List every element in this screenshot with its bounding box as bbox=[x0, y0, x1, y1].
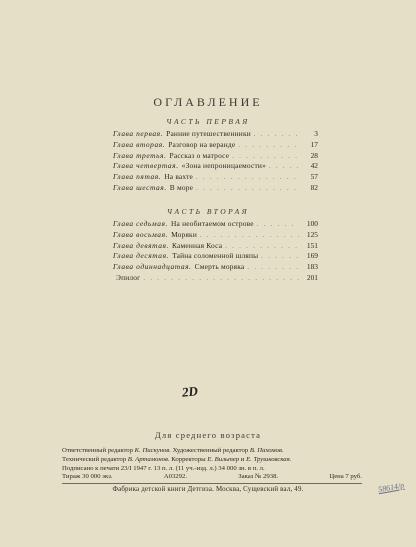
chapter-number: Глава вторая. bbox=[113, 139, 166, 149]
part-two-chapter-list bbox=[113, 219, 318, 284]
page-number: 17 bbox=[310, 139, 318, 149]
page-number: 57 bbox=[310, 172, 318, 182]
toc-row bbox=[113, 262, 318, 273]
leader-dots bbox=[269, 162, 299, 173]
leader-dots bbox=[257, 220, 299, 231]
chapter-number: Глава первая. bbox=[113, 129, 164, 138]
page-number: 100 bbox=[306, 219, 318, 228]
imprint-text: и bbox=[239, 455, 247, 463]
leader-dots bbox=[254, 130, 299, 141]
pencil-inventory-note: 58614/р bbox=[377, 480, 405, 495]
toc-row bbox=[113, 151, 318, 162]
chapter-number: Глава пятая. bbox=[113, 172, 162, 182]
chapter-name: На необитаемом острове bbox=[171, 219, 254, 228]
toc-row bbox=[113, 140, 318, 151]
page-number: 42 bbox=[310, 161, 318, 171]
art-editor-name: В. Пахомов. bbox=[249, 447, 284, 454]
toc-row bbox=[113, 183, 318, 194]
imprint-text: Корректоры bbox=[169, 455, 208, 463]
tech-editor-name: В. Артамонов. bbox=[127, 455, 170, 463]
leader-dots bbox=[261, 252, 299, 263]
toc-row bbox=[113, 230, 318, 241]
chapter-name: На вахте bbox=[164, 172, 194, 182]
imprint-text: Ответственный редактор bbox=[62, 447, 135, 454]
toc-row bbox=[113, 219, 318, 230]
leader-dots bbox=[143, 274, 299, 285]
epilogue-name: Эпилог bbox=[116, 272, 141, 282]
leader-dots bbox=[247, 263, 299, 274]
leader-dots bbox=[238, 141, 299, 152]
proofreader-name: Е. Вильтер bbox=[207, 455, 240, 463]
page-number: 201 bbox=[306, 272, 318, 282]
editor-name: К. Пискунов. bbox=[134, 447, 171, 454]
toc-row bbox=[113, 129, 318, 140]
page-number: 183 bbox=[306, 262, 318, 272]
chapter-name: Тайна соломенной шляпы bbox=[172, 251, 259, 261]
chapter-name: «Зона непроницаемости» bbox=[181, 161, 266, 171]
toc-row bbox=[113, 241, 318, 252]
toc-row bbox=[113, 172, 318, 183]
chapter-name: Смерть моряка bbox=[194, 262, 245, 272]
chapter-name: В море bbox=[169, 182, 194, 192]
page-number: 151 bbox=[306, 240, 318, 250]
part-one-chapter-list bbox=[113, 129, 318, 194]
chapter-number: Глава восьмая. bbox=[113, 229, 169, 239]
chapter-name: Каменная Коса bbox=[171, 240, 223, 250]
chapter-number: Глава десятая. bbox=[113, 251, 170, 261]
divider-rule bbox=[62, 483, 362, 484]
chapter-name: Рассказ о матросе bbox=[169, 150, 230, 160]
imprint-text: Технический редактор bbox=[62, 455, 128, 463]
price: Цена 7 руб. bbox=[329, 473, 362, 481]
chapter-name: Разговор на веранде bbox=[168, 139, 236, 149]
page-number: 125 bbox=[306, 229, 318, 239]
chapter-number: Глава девятая. bbox=[113, 240, 169, 250]
part-one-title: ЧАСТЬ ПЕРВАЯ bbox=[166, 117, 250, 126]
imprint-editors-line bbox=[62, 447, 362, 456]
imprint-technical-line bbox=[62, 456, 362, 465]
page-number: 82 bbox=[310, 182, 318, 192]
chapter-name: Моряки bbox=[171, 229, 198, 239]
imprint-block bbox=[62, 447, 362, 482]
chapter-number: Глава третья. bbox=[113, 150, 167, 160]
leader-dots bbox=[196, 173, 299, 184]
print-run: Тираж 30 000 экз. bbox=[62, 473, 113, 481]
page-number: 28 bbox=[310, 150, 318, 160]
imprint-signed-line: Подписано к печати 23/I 1947 г. 13 п. л. (11 уч.-изд. л.) 34 000 зн. в п. л. bbox=[62, 464, 265, 472]
chapter-number: Глава шестая. bbox=[113, 182, 167, 192]
proofreader-name: Е. Трушковская. bbox=[246, 455, 292, 463]
page-number: 3 bbox=[314, 129, 318, 138]
order-number: Заказ № 2938. bbox=[238, 473, 279, 481]
printer-address: Фабрика детской книги Детгиза. Москва, Сущевский вал, 49. bbox=[112, 486, 304, 493]
toc-row bbox=[113, 161, 318, 172]
license-code: А03292. bbox=[163, 473, 187, 481]
imprint-text: Художественный редактор bbox=[170, 447, 250, 454]
chapter-number: Глава седьмая. bbox=[113, 219, 168, 228]
chapter-number: Глава четвертая. bbox=[113, 161, 179, 171]
toc-row bbox=[113, 273, 318, 284]
imprint-print-run-line bbox=[62, 473, 362, 482]
handwritten-mark: 2D bbox=[181, 383, 199, 400]
toc-title: ОГЛАВЛЕНИЕ bbox=[153, 95, 263, 109]
page-number: 169 bbox=[306, 251, 318, 261]
chapter-name: Ранние путешественники bbox=[166, 129, 251, 138]
part-two-title: ЧАСТЬ ВТОРАЯ bbox=[166, 207, 250, 216]
chapter-number: Глава одиннадцатая. bbox=[113, 262, 192, 272]
toc-row bbox=[113, 251, 318, 262]
leader-dots bbox=[196, 184, 299, 195]
age-group-label: Для среднего возраста bbox=[154, 430, 262, 440]
